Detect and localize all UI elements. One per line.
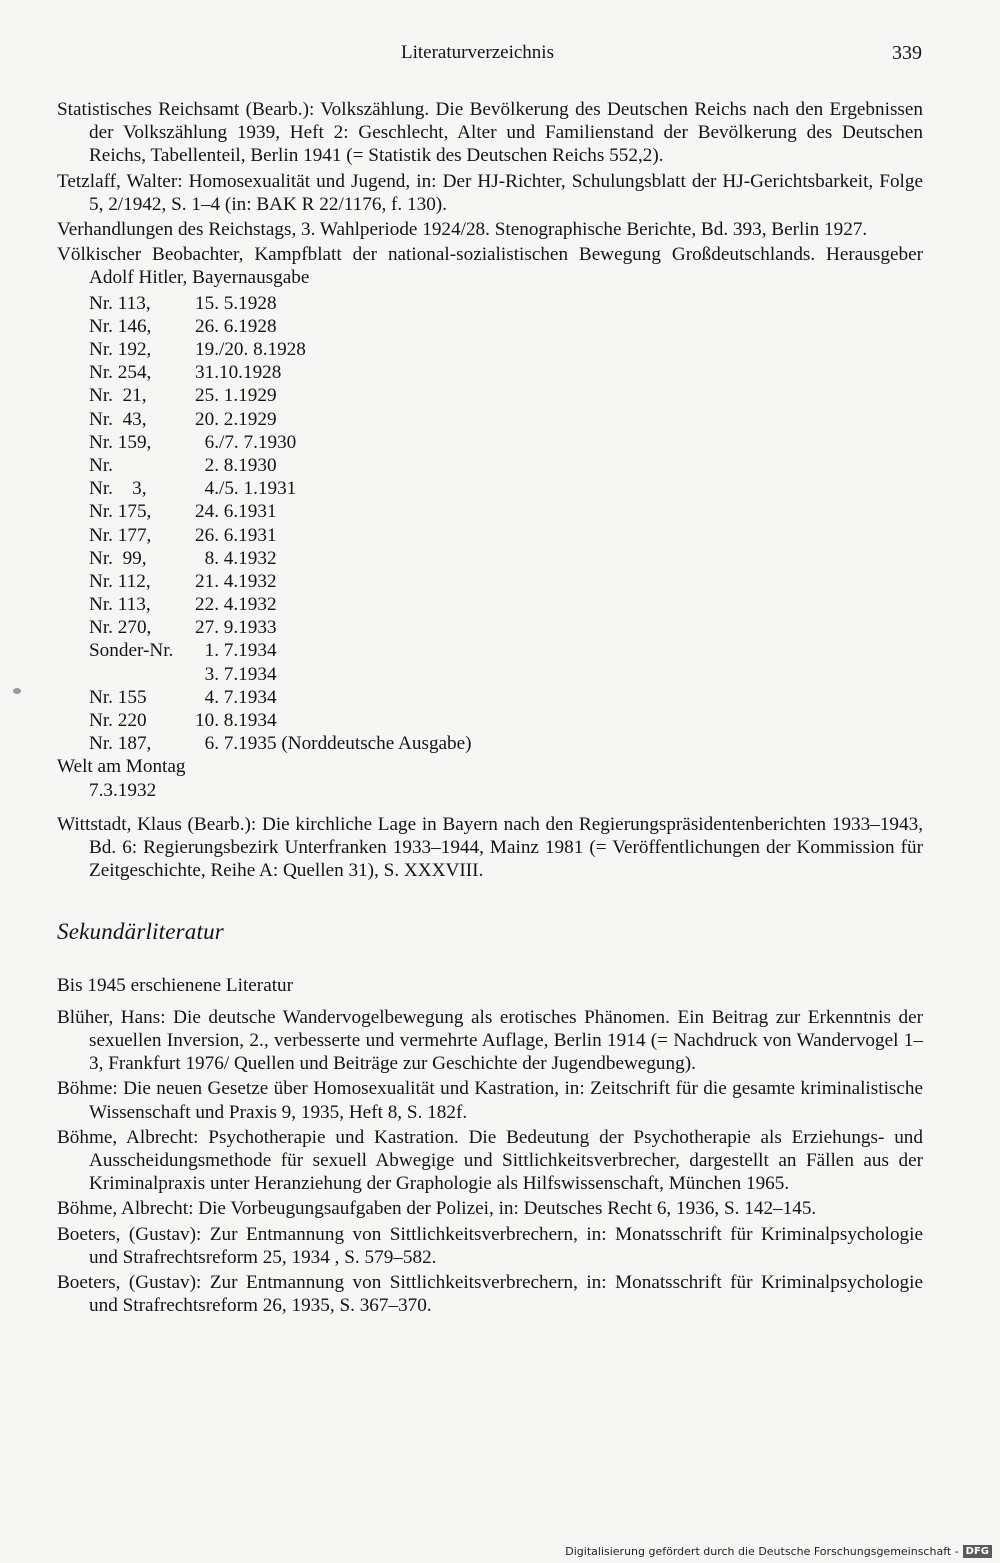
issue-row (57, 639, 923, 662)
bibliography-entry: Tetzlaff, Walter: Homosexualität und Jugend, in: Der HJ-Richter, Schulungsblatt der HJ-Gerichtsbarkeit, Folge 5, 2/1942, S. 1–4 (in: BAK R 22/1176, f. 130). (57, 170, 923, 215)
issue-date: 4. 7.1934 (195, 686, 277, 708)
scan-artifact-mark (13, 688, 21, 694)
issue-number: Nr. 146, (89, 315, 152, 337)
issue-row (57, 431, 923, 454)
issue-row (57, 384, 923, 407)
issue-number (89, 663, 195, 686)
issue-date: 2. 8.1930 (195, 454, 277, 476)
issue-number: Nr. 220 (89, 710, 147, 731)
issue-row (57, 361, 923, 384)
bibliography-entry: Boeters, (Gustav): Zur Entmannung von Sittlichkeitsverbrechern, in: Monatsschrift für Kriminalpsychologie und Strafrechtsreform 25, 1934 , S. 579–582. (57, 1223, 923, 1268)
running-title: Literaturverzeichnis (401, 42, 554, 63)
issue-row (57, 454, 923, 477)
bibliography-entry: Völkischer Beobachter, Kampfblatt der national-sozialistischen Bewegung Großdeutschlands. Herausgeber Adolf Hitler, Bayernausgabe (57, 244, 923, 289)
issue-number: Nr. 3, (89, 478, 147, 500)
issue-date: 8. 4.1932 (195, 547, 277, 569)
bibliography-content (57, 98, 923, 1319)
issue-date: 6. 7.1935 (Norddeutsche Ausgabe) (195, 733, 472, 755)
issue-number: Nr. 175, (89, 501, 152, 523)
digitization-footer (565, 1541, 992, 1561)
issue-number: Nr. (89, 454, 113, 476)
issue-row (57, 408, 923, 431)
issue-row (57, 292, 923, 315)
issue-number: Nr. 113, (89, 594, 151, 616)
section-heading: Sekundärliteratur (57, 919, 224, 945)
bibliography-entry: Welt am Montag (57, 756, 186, 778)
issue-row (57, 500, 923, 523)
issue-row (57, 616, 923, 639)
issue-row (57, 593, 923, 616)
issue-date: 6./7. 7.1930 (195, 431, 297, 453)
bibliography-entry: Böhme: Die neuen Gesetze über Homosexualität und Kastration, in: Zeitschrift für die gesamte kriminalistische Wissenschaft und Praxis 9, 1935, Heft 8, S. 182f. (57, 1078, 923, 1123)
issue-row (57, 477, 923, 500)
issue-row (57, 547, 923, 570)
issue-date: 25. 1.1929 (195, 385, 277, 407)
issue-date: 19./20. 8.1928 (195, 339, 306, 360)
issue-date: 22. 4.1932 (195, 594, 277, 616)
issue-row (57, 663, 923, 686)
issue-number: Nr. 177, (89, 524, 152, 546)
bibliography-entry: Verhandlungen des Reichstags, 3. Wahlperiode 1924/28. Stenographische Berichte, Bd. 393, Berlin 1927. (57, 219, 868, 241)
issue-number: Nr. 270, (89, 617, 152, 639)
issue-list (57, 292, 923, 756)
issue-number: Nr. 254, (89, 362, 152, 384)
issue-number: Nr. 187, (89, 733, 152, 755)
issue-date: 26. 6.1931 (195, 524, 277, 546)
issue-date: 1. 7.1934 (195, 640, 277, 662)
issue-number: Nr. 99, (89, 547, 147, 569)
issue-row (57, 686, 923, 709)
bibliography-entry: Wittstadt, Klaus (Bearb.): Die kirchliche Lage in Bayern nach den Regierungspräsidentenberichten 1933–1943, Bd. 6: Regierungsbezirk Unterfranken 1933–1944, Mainz 1981 (= Veröffentlichungen der Kommission für Zeitgeschichte, Reihe A: Quellen 31), S. XXXVIII. (57, 813, 923, 882)
issue-date: 10. 8.1934 (195, 710, 277, 731)
issue-row (57, 570, 923, 593)
issue-number: Nr. 21, (89, 385, 147, 407)
issue-date: 4./5. 1.1931 (195, 478, 297, 500)
issue-row (57, 524, 923, 547)
issue-date: 26. 6.1928 (195, 315, 277, 337)
issue-row (57, 315, 923, 338)
issue-date: 7.3.1932 (89, 779, 157, 801)
running-head (0, 40, 1000, 70)
bibliography-entry: Böhme, Albrecht: Psychotherapie und Kastration. Die Bedeutung der Psychotherapie als Erziehungs- und Ausscheidungsmethode für sexuell Abwegige und Sittlichkeitsverbrecher, dargestellt an Fällen aus der Kriminalpraxis unter Heranziehung der Graphologie als Hilfswissenschaft, München 1965. (57, 1126, 923, 1195)
issue-number: Nr. 192, (89, 339, 152, 360)
issue-number: Nr. 113, (89, 292, 151, 314)
bibliography-entry: Böhme, Albrecht: Die Vorbeugungsaufgaben der Polizei, in: Deutsches Recht 6, 1936, S. 142–145. (57, 1198, 817, 1220)
issue-date: 21. 4.1932 (195, 570, 277, 592)
issue-date: 3. 7.1934 (195, 663, 277, 685)
issue-number: Nr. 112, (89, 570, 151, 592)
issue-number: Nr. 155 (89, 686, 147, 708)
footer-text: Digitalisierung gefördert durch die Deutsche Forschungsgemeinschaft - (565, 1544, 959, 1558)
issue-number: Nr. 43, (89, 408, 147, 430)
issue-number: Nr. 159, (89, 431, 152, 453)
issue-number: Sonder-Nr. (89, 640, 174, 662)
bibliography-entry: Boeters, (Gustav): Zur Entmannung von Sittlichkeitsverbrechern, in: Monatsschrift für Kriminalpsychologie und Strafrechtsreform 26, 1935, S. 367–370. (57, 1272, 923, 1317)
sub-heading: Bis 1945 erschienene Literatur (57, 974, 294, 996)
issue-date: 27. 9.1933 (195, 617, 277, 639)
issue-date: 24. 6.1931 (195, 501, 277, 523)
issue-date: 15. 5.1928 (195, 292, 277, 314)
bibliography-entry: Statistisches Reichsamt (Bearb.): Volkszählung. Die Bevölkerung des Deutschen Reichs nach den Ergebnissen der Volkszählung 1939, Heft 2: Geschlecht, Alter und Familienstand der Bevölkerung des Deutschen Reichs, Tabellenteil, Berlin 1941 (= Statistik des Deutschen Reichs 552,2). (57, 99, 923, 167)
issue-date: 20. 2.1929 (195, 408, 277, 430)
page-number: 339 (892, 42, 922, 64)
issue-row (57, 709, 923, 732)
issue-row (57, 338, 923, 361)
issue-date: 31.10.1928 (195, 362, 282, 384)
issue-row (57, 732, 923, 755)
bibliography-entry: Blüher, Hans: Die deutsche Wandervogelbewegung als erotisches Phänomen. Ein Beitrag zur Erkenntnis der sexuellen Inversion, 2., verbesserte und vermehrte Auflage, Berlin 1914 (= Nachdruck von Wandervogel 1–3, Frankfurt 1976/ Quellen und Beiträge zur Geschichte der Jugendbewegung). (57, 1006, 923, 1075)
dfg-logo: DFG (963, 1545, 992, 1558)
